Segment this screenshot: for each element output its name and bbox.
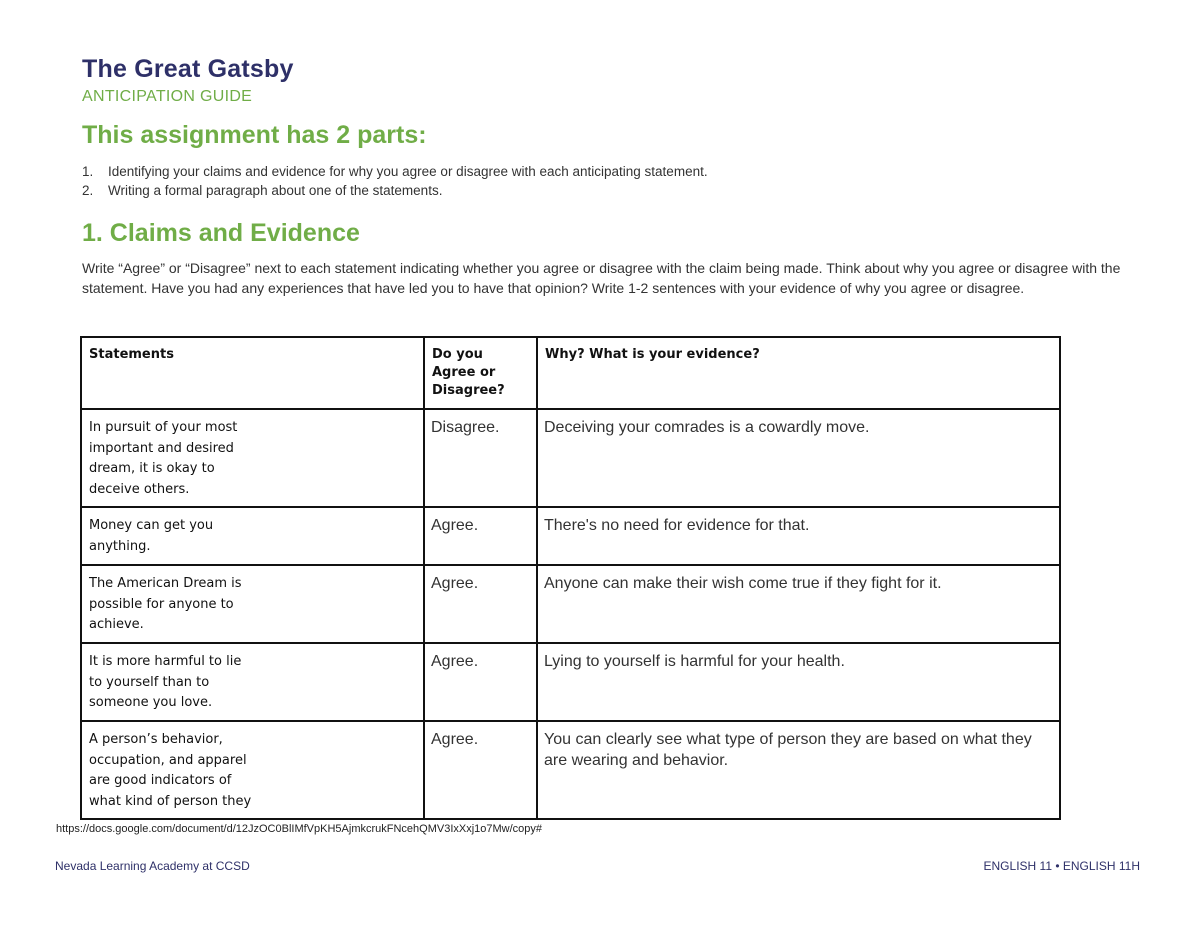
answer-cell[interactable]: Agree. [424, 507, 537, 565]
footer-course: ENGLISH 11 • ENGLISH 11H [983, 859, 1140, 873]
answer-cell[interactable]: Agree. [424, 643, 537, 721]
table-row [81, 643, 1060, 721]
evidence-cell[interactable]: Lying to yourself is harmful for your health. [537, 643, 1060, 721]
header-statements: Statements [81, 337, 424, 409]
list-item: 2. Writing a formal paragraph about one of the statements. [82, 183, 443, 198]
statement-cell: It is more harmful to lie to yourself than to someone you love. [81, 643, 424, 721]
table-row [81, 721, 1060, 819]
answer-cell[interactable]: Agree. [424, 565, 537, 643]
statement-cell: A person’s behavior, occupation, and apparel are good indicators of what kind of person they [81, 721, 424, 819]
document-url: https://docs.google.com/document/d/12JzOC0BlIMfVpKH5AjmkcrukFNcehQMV3IxXxj1o7Mw/copy# [56, 823, 543, 835]
anticipation-table [80, 336, 1061, 820]
header-why: Why? What is your evidence? [537, 337, 1060, 409]
statement-cell: Money can get you anything. [81, 507, 424, 565]
statement-cell: The American Dream is possible for anyone to achieve. [81, 565, 424, 643]
list-item: 1. Identifying your claims and evidence for why you agree or disagree with each anticipating statement. [82, 164, 708, 179]
evidence-cell[interactable]: You can clearly see what type of person they are based on what they are wearing and behavior. [537, 721, 1060, 819]
answer-cell[interactable]: Agree. [424, 721, 537, 819]
document-title: The Great Gatsby [82, 55, 294, 83]
evidence-cell[interactable]: Deceiving your comrades is a cowardly move. [537, 409, 1060, 507]
answer-cell[interactable]: Disagree. [424, 409, 537, 507]
section-intro: Write “Agree” or “Disagree” next to each statement indicating whether you agree or disagree with the claim being made. Think about why you agree or disagree with the statement. Have you had any experiences that have led you to have that opinion? Write 1-2 sentences with your evidence of why you agree or disagree. [82, 260, 1121, 296]
header-agree: Do you Agree or Disagree? [424, 337, 537, 409]
evidence-cell[interactable]: There's no need for evidence for that. [537, 507, 1060, 565]
assignment-parts-list [82, 162, 708, 200]
document-subtitle: ANTICIPATION GUIDE [82, 88, 253, 105]
table-header-row [81, 337, 1060, 409]
table-row [81, 565, 1060, 643]
table-row [81, 507, 1060, 565]
evidence-cell[interactable]: Anyone can make their wish come true if they fight for it. [537, 565, 1060, 643]
assignment-heading: This assignment has 2 parts: [82, 121, 427, 149]
section-heading-claims: 1. Claims and Evidence [82, 219, 360, 247]
statement-cell: In pursuit of your most important and desired dream, it is okay to deceive others. [81, 409, 424, 507]
table-row [81, 409, 1060, 507]
footer-school: Nevada Learning Academy at CCSD [55, 859, 250, 873]
